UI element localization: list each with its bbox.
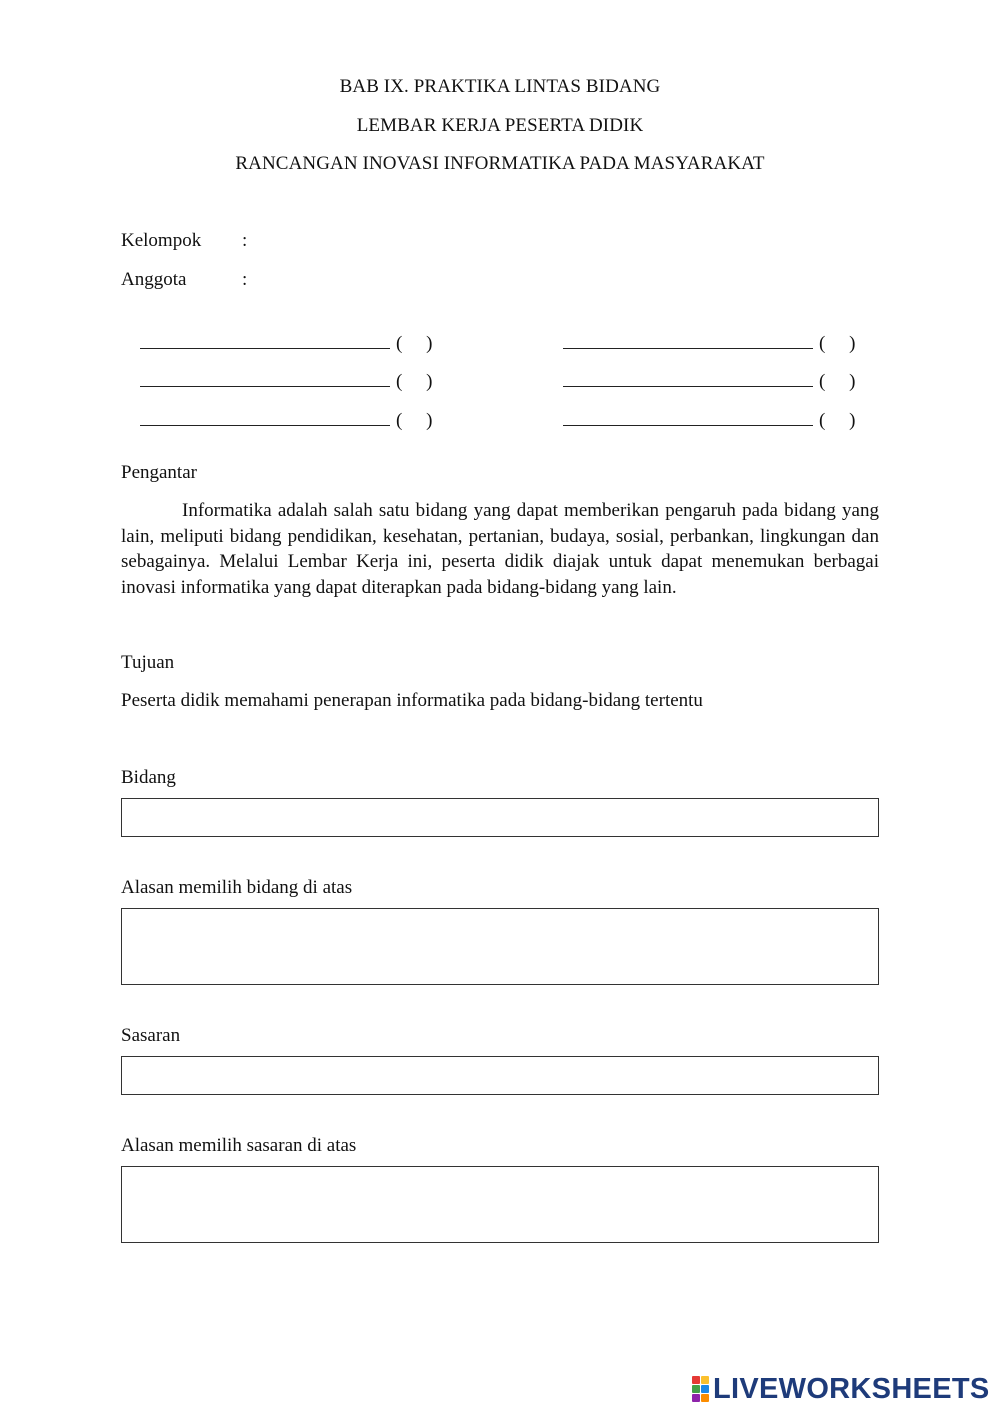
member-number: ( ) (396, 371, 433, 392)
member-name-line[interactable] (140, 407, 390, 426)
members-colon: : (242, 269, 248, 290)
logo-text: LIVEWORKSHEETS (713, 1372, 990, 1405)
goal-heading: Tujuan (121, 652, 175, 673)
worksheet-subtitle: RANCANGAN INOVASI INFORMATIKA PADA MASYARAKAT (235, 153, 765, 174)
alasan-sasaran-input[interactable] (121, 1166, 879, 1243)
worksheet-title: LEMBAR KERJA PESERTA DIDIK (356, 115, 644, 136)
member-number: ( ) (819, 410, 856, 431)
member-slot[interactable] (121, 385, 432, 454)
intro-heading: Pengantar (121, 462, 197, 483)
chapter-title: BAB IX. PRAKTIKA LINTAS BIDANG (339, 76, 661, 97)
member-slot[interactable] (544, 385, 855, 454)
logo-mark-icon (692, 1376, 709, 1402)
member-number: ( ) (819, 371, 856, 392)
group-label: Kelompok (121, 230, 202, 251)
field-label-alasan-bidang: Alasan memilih bidang di atas (121, 877, 353, 898)
members-label: Anggota (121, 269, 187, 290)
intro-paragraph: Informatika adalah salah satu bidang yang dapat memberikan pengaruh pada bidang yang lain, meliputi bidang pendidikan, kesehatan, pertanian, budaya, sosial, perbankan, lingkungan dan sebagainya. Melalui Lembar Kerja ini, peserta didik diajak untuk dapat menemukan berbagai inovasi informatika yang dapat diterapkan pada bidang-bidang yang lain. (121, 500, 879, 598)
group-colon: : (242, 230, 248, 251)
member-number: ( ) (396, 410, 433, 431)
sasaran-input[interactable] (121, 1056, 879, 1095)
field-label-sasaran: Sasaran (121, 1025, 181, 1046)
field-label-bidang: Bidang (121, 767, 176, 788)
alasan-bidang-input[interactable] (121, 908, 879, 985)
bidang-input[interactable] (121, 798, 879, 837)
goal-text: Peserta didik memahami penerapan informatika pada bidang-bidang tertentu (121, 690, 703, 711)
member-name-line[interactable] (563, 407, 813, 426)
liveworksheets-logo[interactable] (692, 1374, 990, 1404)
field-label-alasan-sasaran: Alasan memilih sasaran di atas (121, 1135, 357, 1156)
member-number: ( ) (396, 333, 433, 354)
member-number: ( ) (819, 333, 856, 354)
